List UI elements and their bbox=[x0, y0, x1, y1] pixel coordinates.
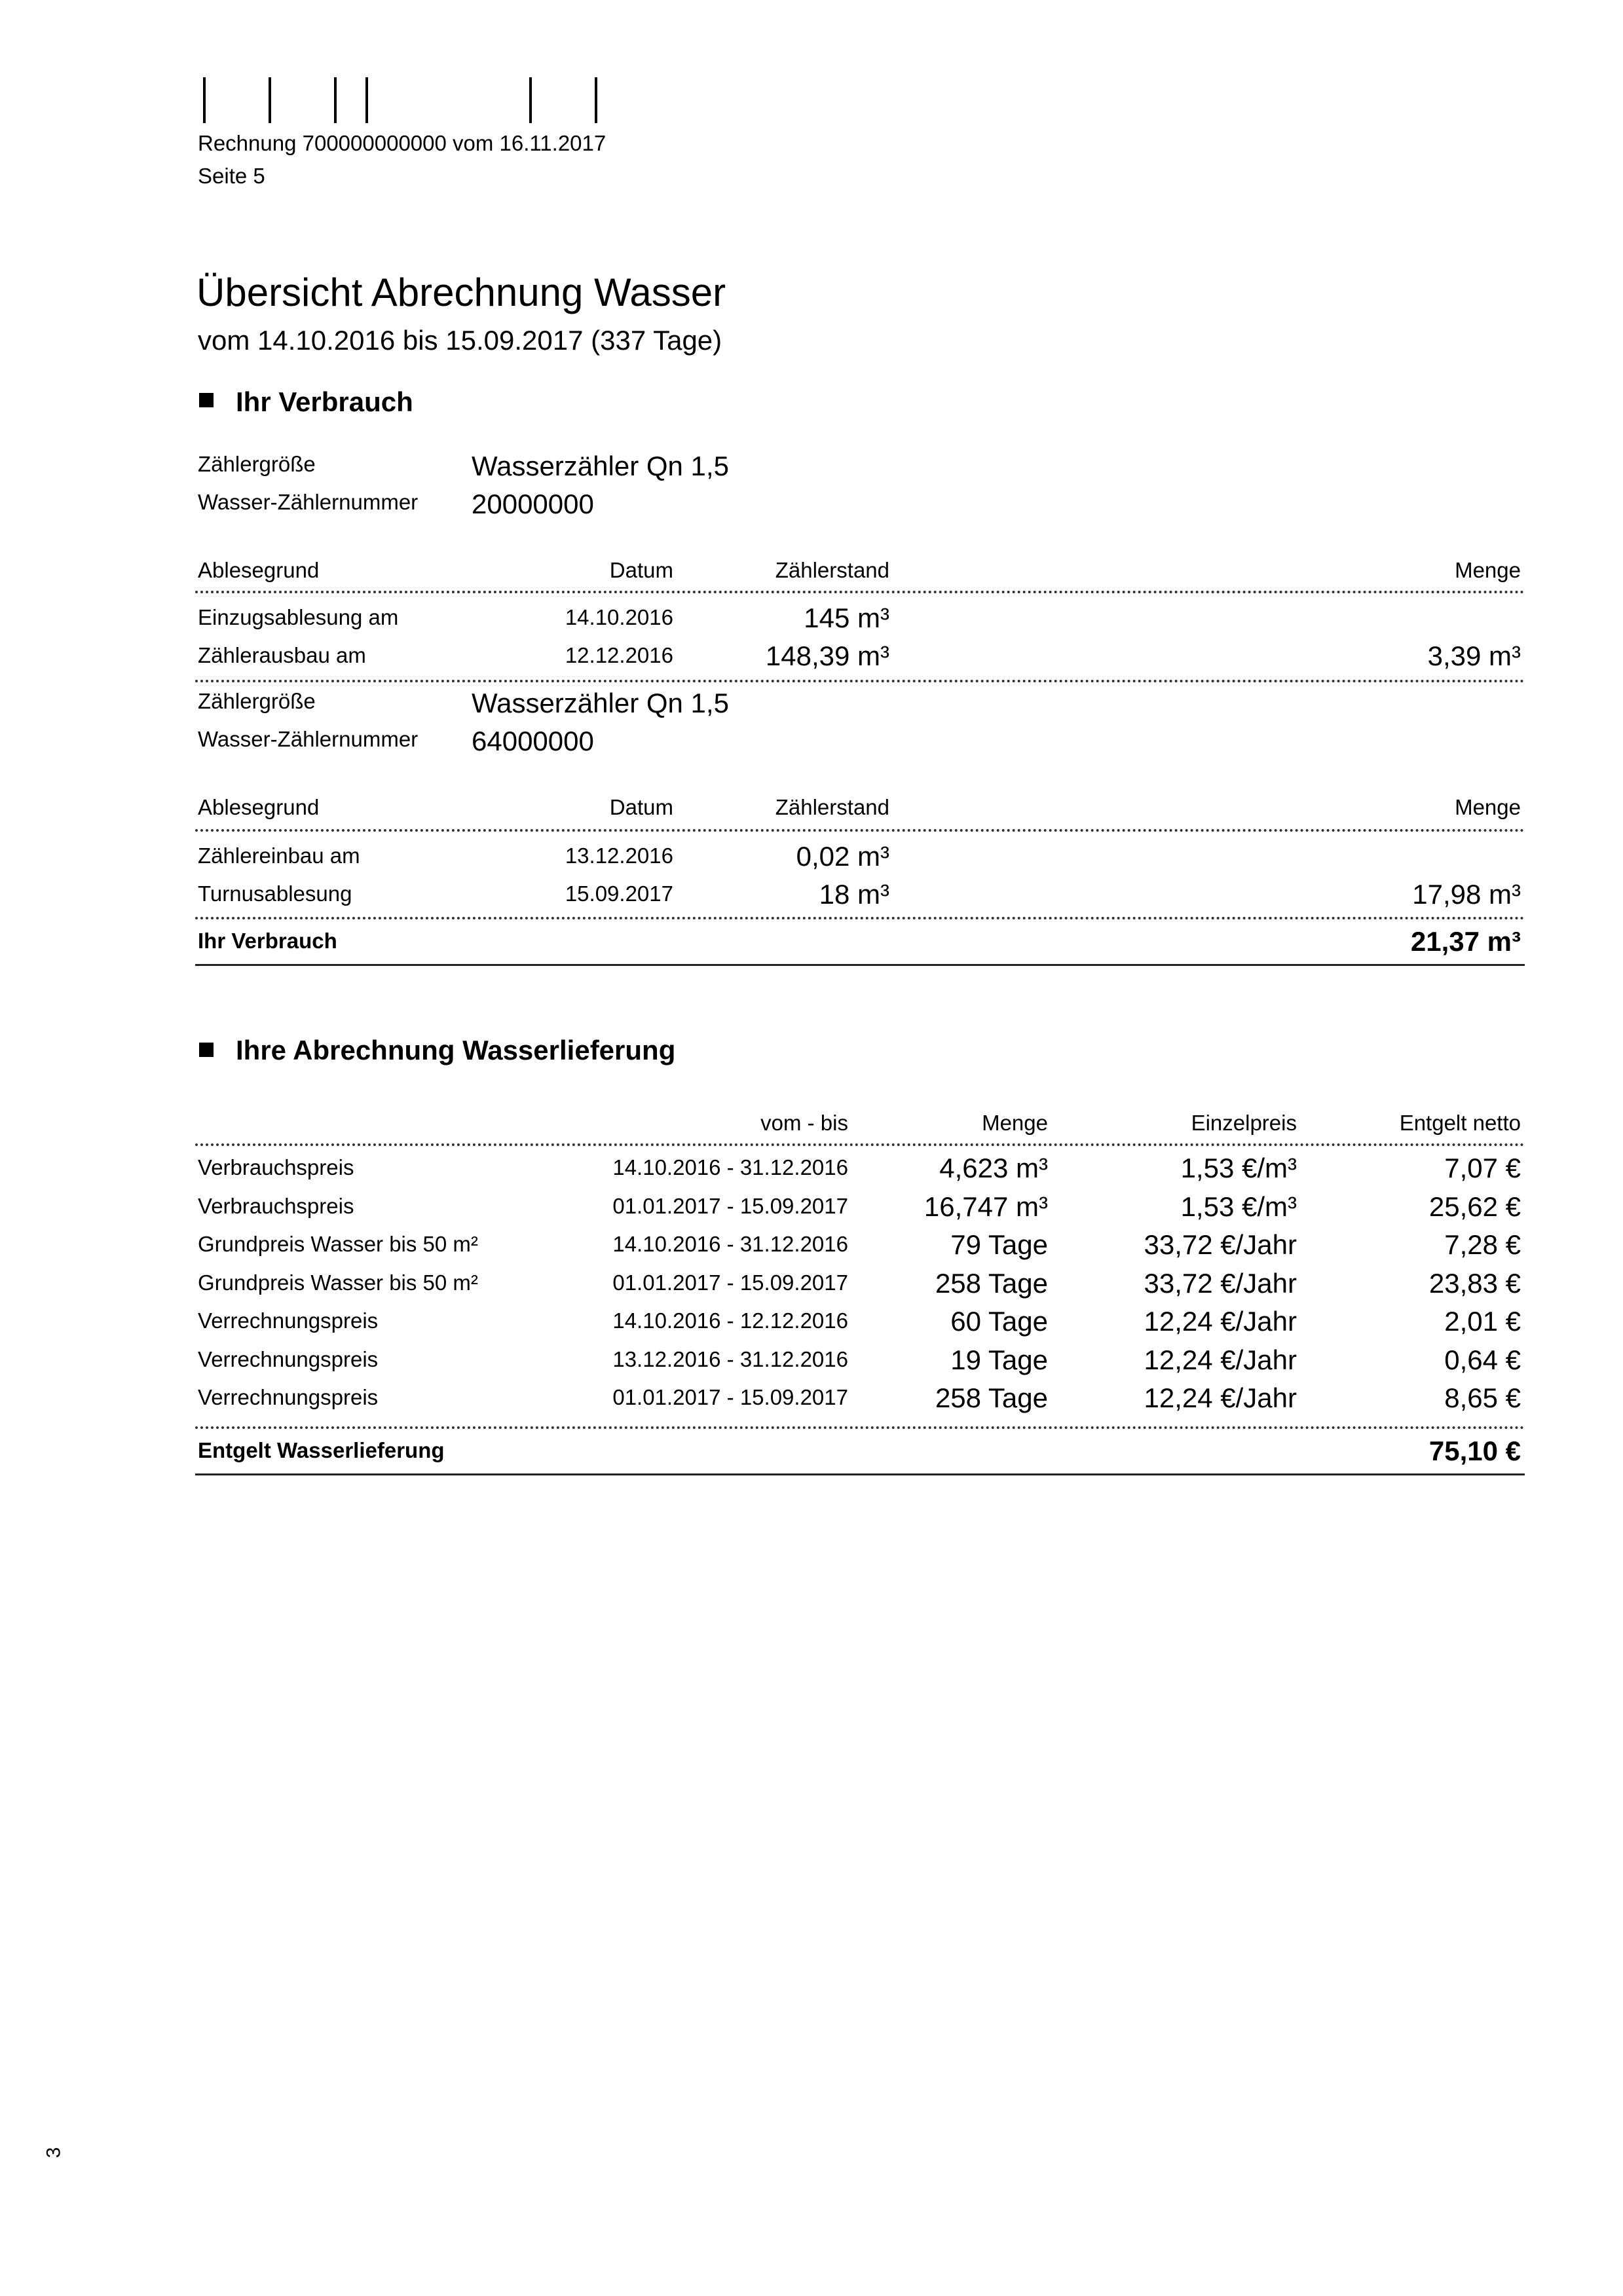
section-bullet-icon bbox=[199, 393, 214, 407]
billing-total-value: 75,10 € bbox=[1428, 1435, 1521, 1466]
dotted-divider bbox=[195, 591, 1525, 593]
billing-net: 0,64 € bbox=[1444, 1344, 1521, 1375]
col-header-date: Datum bbox=[609, 795, 673, 819]
meter-number-value: 64000000 bbox=[472, 726, 594, 756]
reading-reason: Zählereinbau am bbox=[198, 843, 360, 868]
solid-divider bbox=[195, 964, 1525, 966]
billing-total-label: Entgelt Wasserlieferung bbox=[198, 1438, 445, 1462]
billing-unit-price: 12,24 €/Jahr bbox=[1144, 1306, 1297, 1337]
consumption-amount: 17,98 m³ bbox=[1412, 879, 1521, 910]
margin-mark: 3 bbox=[43, 2147, 65, 2158]
section-heading-usage: Ihr Verbrauch bbox=[236, 386, 413, 417]
meter-reading: 18 m³ bbox=[819, 879, 889, 910]
billing-amount: 60 Tage bbox=[950, 1306, 1048, 1337]
billing-period-range: 14.10.2016 - 31.12.2016 bbox=[612, 1155, 848, 1179]
col-header-net: Entgelt netto bbox=[1399, 1111, 1521, 1135]
meter-reading: 148,39 m³ bbox=[765, 640, 889, 671]
billing-unit-price: 12,24 €/Jahr bbox=[1144, 1382, 1297, 1413]
billing-net: 23,83 € bbox=[1428, 1267, 1521, 1299]
billing-item: Grundpreis Wasser bis 50 m² bbox=[198, 1232, 478, 1256]
billing-period-range: 14.10.2016 - 12.12.2016 bbox=[612, 1308, 848, 1333]
dotted-divider bbox=[195, 1426, 1525, 1429]
billing-period-range: 13.12.2016 - 31.12.2016 bbox=[612, 1346, 848, 1371]
consumption-amount: 3,39 m³ bbox=[1427, 640, 1521, 671]
meter-size-label: Zählergröße bbox=[198, 452, 316, 476]
col-header-unit-price: Einzelpreis bbox=[1191, 1111, 1297, 1135]
billing-net: 7,07 € bbox=[1444, 1153, 1521, 1183]
billing-unit-price: 33,72 €/Jahr bbox=[1144, 1229, 1297, 1260]
billing-period-range: 01.01.2017 - 15.09.2017 bbox=[612, 1385, 848, 1409]
col-header-amount: Menge bbox=[982, 1111, 1048, 1135]
billing-period-range: 14.10.2016 - 31.12.2016 bbox=[612, 1232, 848, 1256]
col-header-date: Datum bbox=[609, 558, 673, 582]
col-header-amount: Menge bbox=[1455, 795, 1521, 819]
usage-total-value: 21,37 m³ bbox=[1410, 926, 1521, 957]
billing-unit-price: 1,53 €/m³ bbox=[1180, 1153, 1297, 1183]
billing-amount: 16,747 m³ bbox=[923, 1191, 1048, 1222]
billing-net: 2,01 € bbox=[1444, 1306, 1521, 1337]
reading-date: 13.12.2016 bbox=[565, 843, 673, 868]
barcode-bar bbox=[334, 77, 337, 123]
billing-amount: 79 Tage bbox=[950, 1229, 1048, 1260]
billing-unit-price: 33,72 €/Jahr bbox=[1144, 1267, 1297, 1299]
billing-unit-price: 12,24 €/Jahr bbox=[1144, 1344, 1297, 1375]
billing-period-range: 01.01.2017 - 15.09.2017 bbox=[612, 1270, 848, 1295]
dotted-divider bbox=[195, 680, 1525, 682]
reading-date: 12.12.2016 bbox=[565, 643, 673, 667]
billing-item: Verbrauchspreis bbox=[198, 1193, 354, 1218]
col-header-reason: Ablesegrund bbox=[198, 795, 320, 819]
page-number: Seite 5 bbox=[198, 164, 265, 188]
meter-number-label: Wasser-Zählernummer bbox=[198, 727, 419, 751]
billing-period: vom 14.10.2016 bis 15.09.2017 (337 Tage) bbox=[198, 325, 722, 356]
meter-size-label: Zählergröße bbox=[198, 689, 316, 713]
reading-date: 14.10.2016 bbox=[565, 605, 673, 629]
dotted-divider bbox=[195, 829, 1525, 832]
barcode-bar bbox=[365, 77, 368, 123]
meter-size-value: Wasserzähler Qn 1,5 bbox=[472, 688, 729, 718]
section-heading-billing: Ihre Abrechnung Wasserlieferung bbox=[236, 1035, 676, 1065]
billing-item: Verbrauchspreis bbox=[198, 1155, 354, 1179]
reading-reason: Turnusablesung bbox=[198, 881, 352, 906]
billing-net: 8,65 € bbox=[1444, 1382, 1521, 1413]
section-bullet-icon bbox=[199, 1043, 214, 1057]
solid-divider bbox=[195, 1473, 1525, 1475]
col-header-amount: Menge bbox=[1455, 558, 1521, 582]
meter-number-value: 20000000 bbox=[472, 489, 594, 519]
billing-amount: 258 Tage bbox=[935, 1382, 1048, 1413]
billing-net: 25,62 € bbox=[1428, 1191, 1521, 1222]
billing-item: Verrechnungspreis bbox=[198, 1308, 379, 1333]
billing-item: Grundpreis Wasser bis 50 m² bbox=[198, 1270, 478, 1295]
col-header-period: vom - bis bbox=[760, 1111, 848, 1135]
reading-date: 15.09.2017 bbox=[565, 881, 673, 906]
usage-total-label: Ihr Verbrauch bbox=[198, 929, 337, 953]
billing-item: Verrechnungspreis bbox=[198, 1346, 379, 1371]
barcode-bar bbox=[203, 77, 206, 123]
billing-amount: 4,623 m³ bbox=[939, 1153, 1048, 1183]
reading-reason: Einzugsablesung am bbox=[198, 605, 399, 629]
dotted-divider bbox=[195, 1143, 1525, 1146]
billing-period-range: 01.01.2017 - 15.09.2017 bbox=[612, 1193, 848, 1218]
dotted-divider bbox=[195, 917, 1525, 919]
page-title: Übersicht Abrechnung Wasser bbox=[196, 270, 726, 314]
reading-reason: Zählerausbau am bbox=[198, 643, 366, 667]
meter-reading: 145 m³ bbox=[804, 602, 889, 633]
meter-number-label: Wasser-Zählernummer bbox=[198, 490, 419, 514]
billing-amount: 258 Tage bbox=[935, 1267, 1048, 1299]
invoice-line: Rechnung 700000000000 vom 16.11.2017 bbox=[198, 131, 606, 155]
barcode-bar bbox=[529, 77, 532, 123]
billing-unit-price: 1,53 €/m³ bbox=[1180, 1191, 1297, 1222]
col-header-reading: Zählerstand bbox=[775, 558, 889, 582]
col-header-reason: Ablesegrund bbox=[198, 558, 320, 582]
barcode-bar bbox=[595, 77, 597, 123]
billing-net: 7,28 € bbox=[1444, 1229, 1521, 1260]
meter-size-value: Wasserzähler Qn 1,5 bbox=[472, 451, 729, 481]
col-header-reading: Zählerstand bbox=[775, 795, 889, 819]
barcode-bar bbox=[269, 77, 271, 123]
meter-reading: 0,02 m³ bbox=[796, 841, 889, 872]
billing-amount: 19 Tage bbox=[950, 1344, 1048, 1375]
billing-item: Verrechnungspreis bbox=[198, 1385, 379, 1409]
